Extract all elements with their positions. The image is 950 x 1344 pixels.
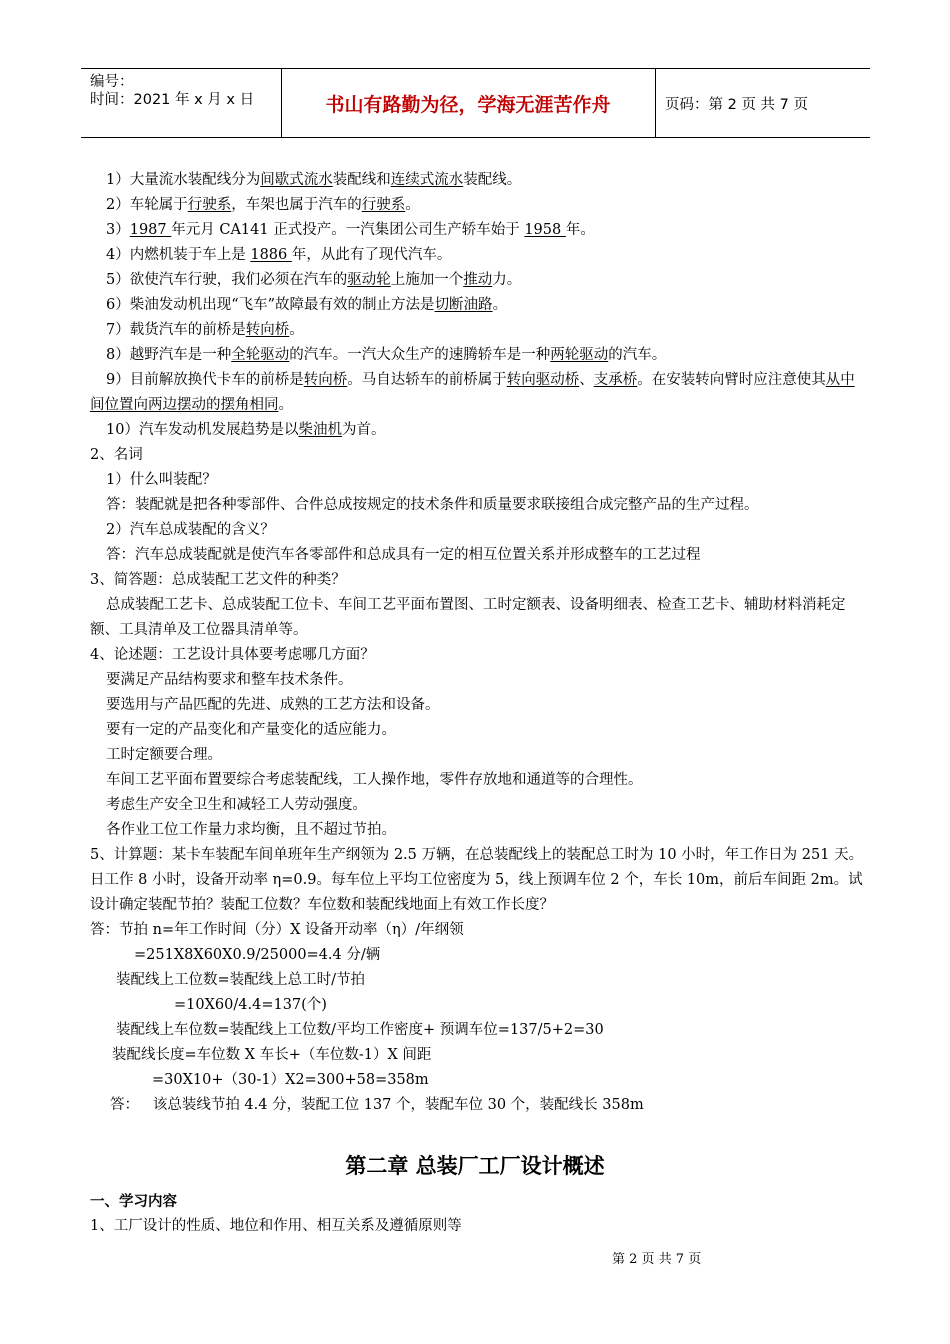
essay-point: 工时定额要合理。 [106, 747, 222, 763]
page-footer: 第 2 页 共 7 页 [612, 1252, 702, 1267]
terms-question-2: 2）汽车总成装配的含义？ [106, 522, 275, 538]
fill-item-6: 6）柴油发动机出现“飞车”故障最有效的制止方法是切断油路。 [106, 297, 508, 313]
calc-line: 装配线上工位数=装配线上总工时/节拍 [116, 972, 366, 988]
short-answer-text: 总成装配工艺卡、总成装配工位卡、车间工艺平面布置图、工时定额表、设备明细表、检查工艺卡、辅助材料消耗定额、工具清单及工位器具清单等。 [90, 597, 846, 638]
fill-item-10: 10）汽车发动机发展趋势是以柴油机为首。 [106, 422, 386, 438]
fill-item-9: 9）目前解放换代卡车的前桥是转向桥。马自达轿车的前桥属于转向驱动桥、支承桥。在安装转向臂时应注意使其从中间位置向两边摆动的摆角相同。 [90, 372, 855, 413]
document-body [90, 168, 865, 1118]
calc-line: =30X10+（30-1）X2=300+58=358m [152, 1072, 429, 1088]
terms-answer-1: 答：装配就是把各种零部件、合件总成按规定的技术条件和质量要求联接组合成完整产品的生产过程。 [106, 497, 759, 513]
header-page-number: 页码：第 2 页 共 7 页 [665, 96, 808, 113]
header-number: 编号： [90, 74, 134, 90]
chapter-title: 第二章 总装厂工厂设计概述 [345, 1154, 605, 1178]
calc-line: 装配线上车位数=装配线上工位数/平均工作密度+ 预调车位=137/5+2=30 [116, 1022, 604, 1038]
calc-line: 答：节拍 n=年工作时间（分）X 设备开动率（η）/年纲领 [90, 922, 464, 938]
essay-point: 考虑生产安全卫生和减轻工人劳动强度。 [106, 797, 367, 813]
terms-question-1: 1）什么叫装配？ [106, 472, 217, 488]
header-motto: 书山有路勤为径，学海无涯苦作舟 [281, 69, 656, 137]
essay-point: 要有一定的产品变化和产量变化的适应能力。 [106, 722, 396, 738]
essay-point: 各作业工位工作量力求均衡，且不超过节拍。 [106, 822, 396, 838]
calc-question: 5、计算题：某卡车装配车间单班年生产纲领为 2.5 万辆，在总装配线上的装配总工时为 10 小时，年工作日为 251 天。日工作 8 小时，设备开动率 η=0.9。每车位上平均工位密度为 5，线上预调车位 2 个，车长 10m，前后车间距 2m。试设计确定装配节拍？装配工位数？车位数和装配线地面上有效工作长度？ [90, 847, 864, 913]
fill-item-4: 4）内燃机装于车上是 1886 年，从此有了现代汽车。 [106, 247, 452, 263]
fill-item-2: 2）车轮属于行驶系，车架也属于汽车的行驶系。 [106, 197, 420, 213]
essay-point: 要满足产品结构要求和整车技术条件。 [106, 672, 353, 688]
calc-line: =251X8X60X0.9/25000=4.4 分/辆 [134, 947, 381, 963]
essay-point: 车间工艺平面布置要综合考虑装配线，工人操作地，零件存放地和通道等的合理性。 [106, 772, 643, 788]
fill-item-8: 8）越野汽车是一种全轮驱动的汽车。一汽大众生产的速腾轿车是一种两轮驱动的汽车。 [106, 347, 667, 363]
fill-item-3: 3）1987 年元月 CA141 正式投产。一汽集团公司生产轿车始于 1958 年。 [106, 222, 595, 238]
terms-title: 2、名词 [90, 447, 143, 463]
page-header [81, 68, 870, 138]
essay-title: 4、论述题：工艺设计具体要考虑哪几方面？ [90, 647, 375, 663]
header-meta [81, 69, 282, 137]
section-heading: 一、学习内容 [90, 1194, 177, 1210]
fill-item-5: 5）欲使汽车行驶，我们必须在汽车的驱动轮上施加一个推动力。 [106, 272, 522, 288]
terms-answer-2: 答：汽车总成装配就是使汽车各零部件和总成具有一定的相互位置关系并形成整车的工艺过程 [106, 547, 701, 563]
fill-item-1: 1）大量流水装配线分为间歇式流水装配线和连续式流水装配线。 [106, 172, 522, 188]
calc-line: =10X60/4.4=137(个) [174, 997, 327, 1013]
header-time: 时间：2021 年 x 月 x 日 [90, 92, 255, 108]
calc-line: 装配线长度=车位数 X 车长+（车位数-1）X 间距 [112, 1047, 432, 1063]
short-answer-title: 3、简答题：总成装配工艺文件的种类？ [90, 572, 346, 588]
section-item-1: 1、工厂设计的性质、地位和作用、相互关系及遵循原则等 [90, 1218, 462, 1234]
essay-point: 要选用与产品匹配的先进、成熟的工艺方法和设备。 [106, 697, 440, 713]
fill-item-7: 7）载货汽车的前桥是转向桥。 [106, 322, 304, 338]
calc-conclusion: 答： 该总装线节拍 4.4 分，装配工位 137 个，装配车位 30 个，装配线长 358m [110, 1097, 644, 1113]
